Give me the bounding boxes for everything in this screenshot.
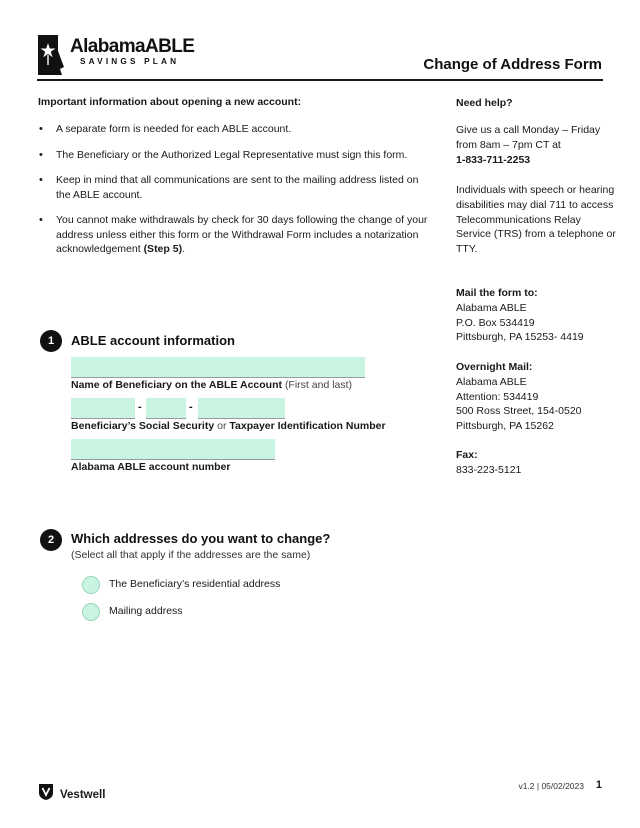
ssn-separator: - <box>189 401 193 413</box>
ssn-label: Beneficiary’s Social Security or Taxpayer Identification Number <box>71 420 386 432</box>
brand-name: AlabamaABLE <box>70 36 195 57</box>
mail-address-block: Mail the form to: Alabama ABLE P.O. Box 534419 Pittsburgh, PA 15253- 4419 <box>456 287 584 344</box>
ssn-part-2-input[interactable] <box>146 398 186 419</box>
header-divider <box>37 79 603 81</box>
section-2-title: Which addresses do you want to change? <box>71 531 331 546</box>
overnight-address-block: Overnight Mail: Alabama ABLE Attention: 534419 500 Ross Street, 154-0520 Pittsburgh, PA 15262 <box>456 361 582 433</box>
section-2-subtitle: (Select all that apply if the addresses are the same) <box>71 549 311 561</box>
beneficiary-name-input[interactable] <box>71 357 365 378</box>
fax-block: Fax: 833-223-5121 <box>456 449 522 476</box>
page-title: Change of Address Form <box>423 56 602 73</box>
vestwell-logo-icon <box>38 783 54 806</box>
ssn-part-1-input[interactable] <box>71 398 135 419</box>
account-number-input[interactable] <box>71 439 275 460</box>
help-phone[interactable]: 1-833-711-2253 <box>456 153 531 166</box>
withdrawal-note: You cannot make withdrawals by check for 30 days following the change of your address unless either this form or the Withdrawal Form includes a notarization acknowledgement <box>56 214 428 255</box>
list-item: • Keep in mind that all communications are sent to the mailing address listed on the ABLE account. <box>38 173 428 202</box>
beneficiary-name-label: Name of Beneficiary on the ABLE Account (First and last) <box>71 379 353 391</box>
list-item: • A separate form is needed for each ABLE account. <box>38 122 428 137</box>
info-bullet-list <box>38 122 428 268</box>
section-1-title: ABLE account information <box>71 333 235 348</box>
list-item: • The Beneficiary or the Authorized Legal Representative must sign this form. <box>38 148 428 163</box>
mailing-address-checkbox[interactable] <box>82 603 100 621</box>
version-label: v1.2 | 05/02/2023 <box>518 781 584 791</box>
residential-address-checkbox[interactable] <box>82 576 100 594</box>
step-reference: (Step 5) <box>143 243 183 255</box>
list-item <box>38 213 428 257</box>
help-trs-info: Individuals with speech or hearing disabilities may dial 711 to access Telecommunications Relay Service (TRS) from a telephone or TTY. <box>456 184 616 256</box>
page-number: 1 <box>595 779 602 791</box>
alabama-able-logo-icon <box>36 33 66 77</box>
brand-tagline: SAVINGS PLAN <box>80 57 180 66</box>
account-number-label: Alabama ABLE account number <box>71 461 231 473</box>
company-name: Vestwell <box>60 788 106 801</box>
ssn-separator: - <box>138 401 142 413</box>
help-heading: Need help? <box>456 97 513 109</box>
step-2-badge: 2 <box>40 529 62 551</box>
footer-brand <box>38 783 105 806</box>
mailing-address-label: Mailing address <box>109 605 183 617</box>
info-heading: Important information about opening a new account: <box>38 96 302 108</box>
step-1-badge: 1 <box>40 330 62 352</box>
ssn-part-3-input[interactable] <box>198 398 285 419</box>
residential-address-label: The Beneficiary’s residential address <box>109 578 281 590</box>
help-call-info: Give us a call Monday – Friday from 8am – 7pm CT at 1-833-711-2253 <box>456 124 601 166</box>
period: . <box>182 243 185 255</box>
